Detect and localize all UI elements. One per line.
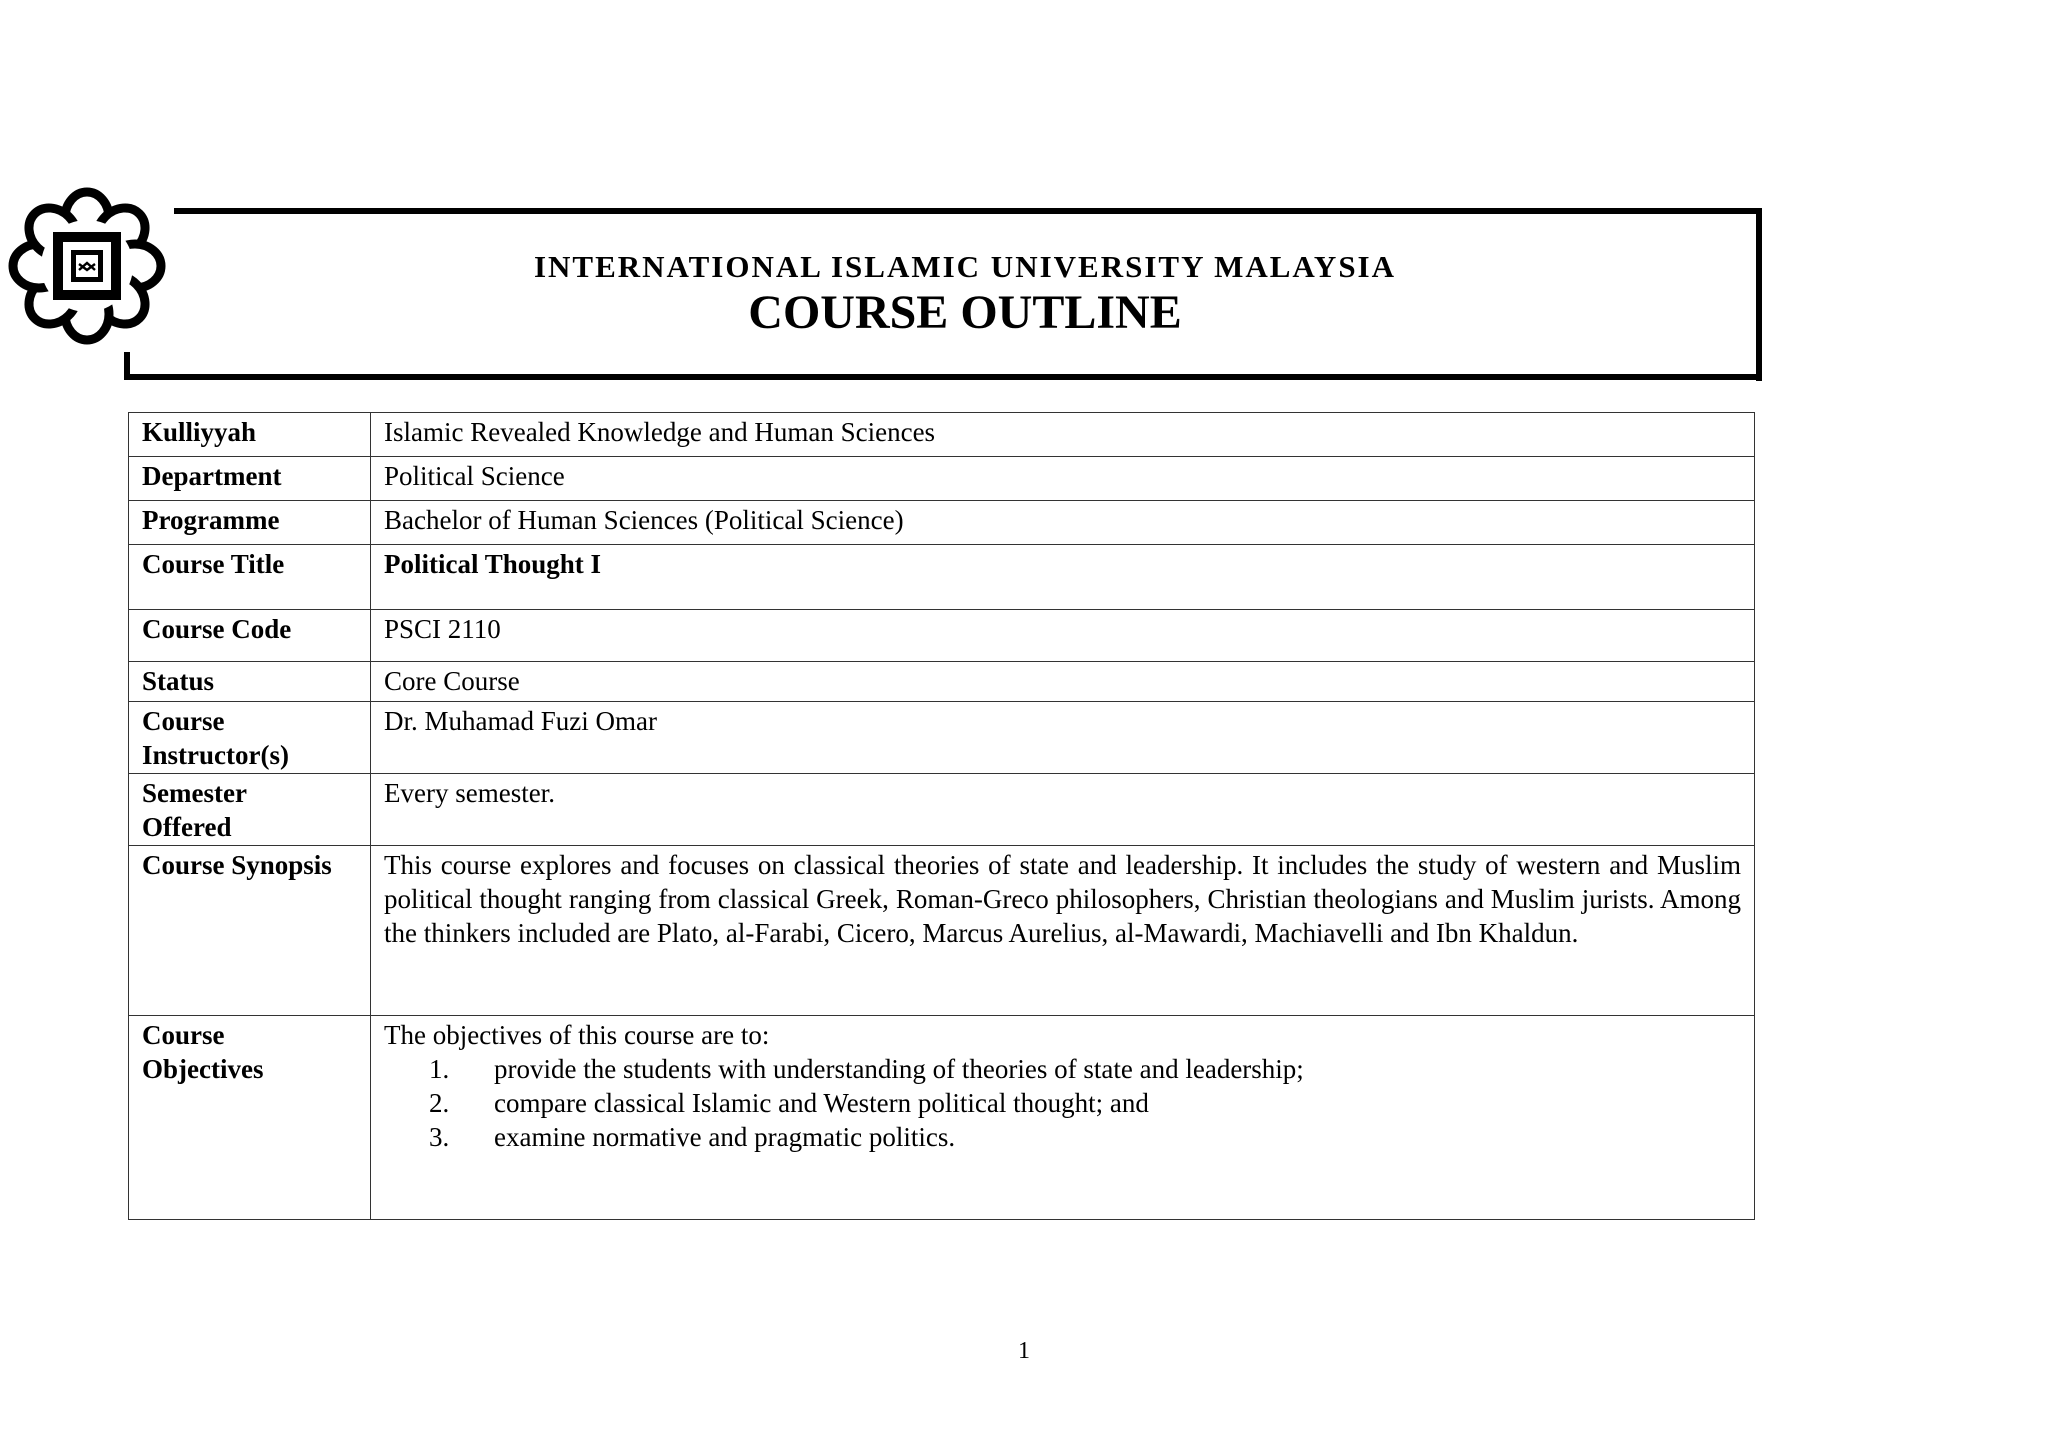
instructor-value: Dr. Muhamad Fuzi Omar — [371, 702, 1755, 774]
header-rule-tick — [124, 352, 130, 378]
objectives-intro: The objectives of this course are to: — [384, 1020, 770, 1050]
table-row — [129, 501, 1755, 545]
kulliyyah-label: Kulliyyah — [129, 413, 371, 457]
page-number: 1 — [1018, 1338, 1030, 1364]
course-code-label: Course Code — [129, 610, 371, 662]
list-item — [384, 1120, 1741, 1154]
list-item-number: 2. — [429, 1088, 450, 1118]
synopsis-value: This course explores and focuses on classical theories of state and leadership. It includes the study of western and Muslim political thought ranging from classical Greek, Roman-Greco philosophers, Christian theologians and Muslim jurists. Among the thinkers included are Plato, al-Farabi, Cicero, Marcus Aurelius, al-Mawardi, Machiavelli and Ibn Khaldun. — [371, 846, 1755, 1016]
list-item-text: provide the students with understanding of theories of state and leadership; — [494, 1054, 1304, 1084]
iium-emblem-icon — [7, 186, 167, 346]
list-item-number: 1. — [429, 1054, 450, 1084]
list-item-number: 3. — [429, 1122, 450, 1152]
course-title-label: Course Title — [129, 545, 371, 610]
course-info-table — [128, 412, 1755, 1220]
semester-label-line1: Semester — [142, 778, 247, 808]
list-item-text: compare classical Islamic and Western political thought; and — [494, 1088, 1149, 1118]
table-row — [129, 545, 1755, 610]
document-title: COURSE OUTLINE — [748, 286, 1182, 339]
list-item-text: examine normative and pragmatic politics. — [494, 1122, 956, 1152]
kulliyyah-value: Islamic Revealed Knowledge and Human Sciences — [371, 413, 1755, 457]
table-row — [129, 846, 1755, 1016]
list-item — [384, 1052, 1741, 1086]
objectives-label-line1: Course — [142, 1020, 225, 1050]
department-label: Department — [129, 457, 371, 501]
semester-label-line2: Offered — [142, 812, 232, 842]
table-row — [129, 413, 1755, 457]
semester-label — [129, 774, 371, 846]
instructor-label-line1: Course — [142, 706, 225, 736]
instructor-label-line2: Instructor(s) — [142, 740, 289, 770]
objectives-list — [384, 1052, 1741, 1154]
instructor-label — [129, 702, 371, 774]
status-label: Status — [129, 662, 371, 702]
programme-value: Bachelor of Human Sciences (Political Science) — [371, 501, 1755, 545]
department-value: Political Science — [371, 457, 1755, 501]
objectives-value — [371, 1016, 1755, 1220]
table-row — [129, 774, 1755, 846]
table-row — [129, 457, 1755, 501]
semester-value: Every semester. — [371, 774, 1755, 846]
objectives-label-line2: Objectives — [142, 1054, 264, 1084]
synopsis-label: Course Synopsis — [129, 846, 371, 1016]
list-item — [384, 1086, 1741, 1120]
table-row — [129, 1016, 1755, 1220]
header-rule — [124, 374, 1762, 380]
table-row — [129, 662, 1755, 702]
course-code-value: PSCI 2110 — [371, 610, 1755, 662]
course-title-value: Political Thought I — [371, 545, 1755, 610]
table-row — [129, 610, 1755, 662]
university-name: INTERNATIONAL ISLAMIC UNIVERSITY MALAYSIA — [533, 249, 1397, 284]
programme-label: Programme — [129, 501, 371, 545]
objectives-label — [129, 1016, 371, 1220]
status-value: Core Course — [371, 662, 1755, 702]
table-row — [129, 702, 1755, 774]
